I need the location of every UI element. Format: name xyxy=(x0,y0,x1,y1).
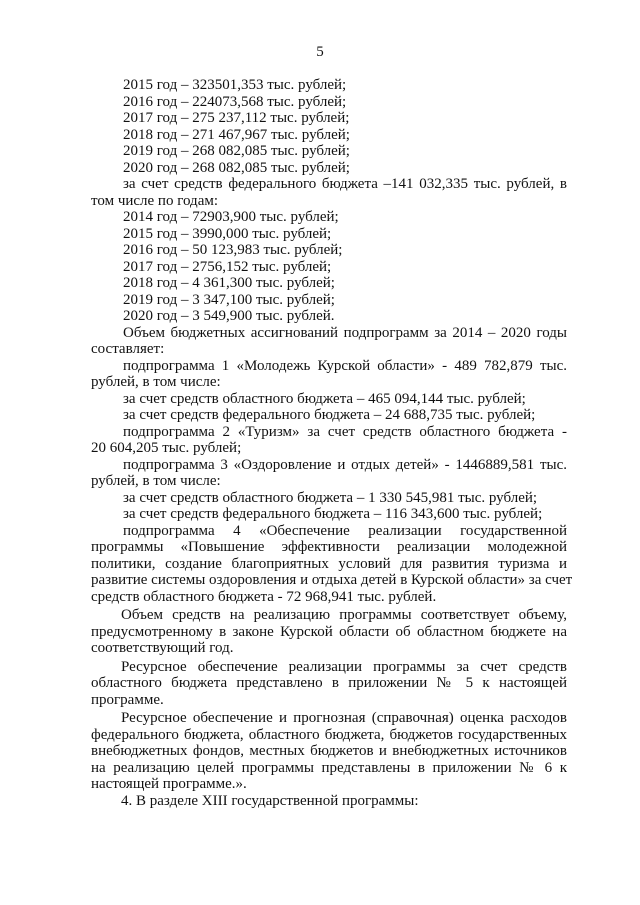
subprogram-3-line: подпрограмма 3 «Оздоровление и отдых детей» - 1446889,581 тыс. xyxy=(123,456,567,473)
subprogram-4-line-4: развитие системы оздоровления и отдыха детей в Курской области» за счет xyxy=(91,572,573,588)
federal-budget-intro-cont: том числе по годам: xyxy=(91,192,219,209)
subprogram-4-line-2: программы «Повышение эффективности реализации молодежной xyxy=(91,539,567,555)
subprograms-volume-paragraph: Объем бюджетных ассигнований подпрограмм за 2014 – 2020 годы xyxy=(123,324,567,341)
list-item: 2015 год – 323501,353 тыс. рублей; xyxy=(123,77,347,93)
forecast-paragraph-4: на реализацию целей программы представлены в приложении № 6 к xyxy=(91,759,567,776)
list-item: 2017 год – 275 237,112 тыс. рублей; xyxy=(123,110,350,126)
subprogram-4-line-5: средств областного бюджета - 72 968,941 тыс. рублей. xyxy=(91,588,437,605)
list-item: 2014 год – 72903,900 тыс. рублей; xyxy=(123,209,339,225)
subprogram-3-regional-line: за счет средств областного бюджета – 1 330 545,981 тыс. рублей; xyxy=(123,489,538,506)
subprogram-4-line-3: политики, создание благоприятных условий для развития туризма и xyxy=(91,555,567,572)
program-volume-paragraph-2: предусмотренному в законе Курской области об областном бюджете на xyxy=(91,623,567,640)
list-item: 2020 год – 3 549,900 тыс. рублей. xyxy=(123,308,335,324)
program-volume-paragraph-3: соответствующий год. xyxy=(91,640,234,656)
forecast-paragraph-3: внебюджетных фондов, местных бюджетов и внебюджетных источников xyxy=(91,743,567,759)
subprogram-3-federal-line: за счет средств федерального бюджета – 116 343,600 тыс. рублей; xyxy=(123,506,543,522)
list-item: 2016 год – 224073,568 тыс. рублей; xyxy=(123,93,347,110)
forecast-paragraph-2: федерального бюджета, областного бюджета, бюджетов государственных xyxy=(91,726,567,743)
section-item-4: 4. В разделе XIII государственной программы: xyxy=(121,792,419,809)
list-item: 2019 год – 3 347,100 тыс. рублей; xyxy=(123,291,335,308)
subprogram-4-line: подпрограмма 4 «Обеспечение реализации государственной xyxy=(123,522,567,539)
subprogram-1-line-cont: рублей, в том числе: xyxy=(91,374,221,390)
resource-paragraph-3: программе. xyxy=(91,691,164,708)
forecast-paragraph-5: настоящей программе.». xyxy=(91,776,247,792)
document-body xyxy=(91,77,573,809)
program-volume-paragraph: Объем средств на реализацию программы соответствует объему, xyxy=(121,607,567,623)
resource-paragraph: Ресурсное обеспечение реализации программы за счет средств xyxy=(121,658,567,675)
subprogram-1-regional-line: за счет средств областного бюджета – 465 094,144 тыс. рублей; xyxy=(123,390,526,407)
subprogram-1-federal-line: за счет средств федерального бюджета – 24 688,735 тыс. рублей; xyxy=(123,407,536,423)
subprograms-volume-paragraph-cont: составляет: xyxy=(91,341,165,357)
page-number: 5 xyxy=(316,44,324,60)
list-item: 2018 год – 4 361,300 тыс. рублей; xyxy=(123,275,335,291)
regional-budget-by-year-list xyxy=(91,77,567,176)
subprogram-3-line-cont: рублей, в том числе: xyxy=(91,473,221,489)
subprogram-2-line: подпрограмма 2 «Туризм» за счет средств областного бюджета - xyxy=(123,423,567,440)
federal-budget-intro: за счет средств федерального бюджета –141 032,335 тыс. рублей, в xyxy=(123,176,567,192)
list-item: 2016 год – 50 123,983 тыс. рублей; xyxy=(123,242,343,258)
list-item: 2020 год – 268 082,085 тыс. рублей; xyxy=(123,159,350,176)
forecast-paragraph: Ресурсное обеспечение и прогнозная (справочная) оценка расходов xyxy=(121,710,567,726)
subprogram-1-line: подпрограмма 1 «Молодежь Курской области» - 489 782,879 тыс. xyxy=(123,357,567,374)
list-item: 2015 год – 3990,000 тыс. рублей; xyxy=(123,225,332,242)
list-item: 2018 год – 271 467,967 тыс. рублей; xyxy=(123,126,350,143)
resource-paragraph-2: областного бюджета представлено в приложении № 5 к настоящей xyxy=(91,675,567,691)
subprogram-2-line-cont: 20 604,205 тыс. рублей; xyxy=(91,440,242,456)
federal-budget-by-year-list xyxy=(91,209,567,325)
list-item: 2019 год – 268 082,085 тыс. рублей; xyxy=(123,143,350,159)
list-item: 2017 год – 2756,152 тыс. рублей; xyxy=(123,258,332,275)
